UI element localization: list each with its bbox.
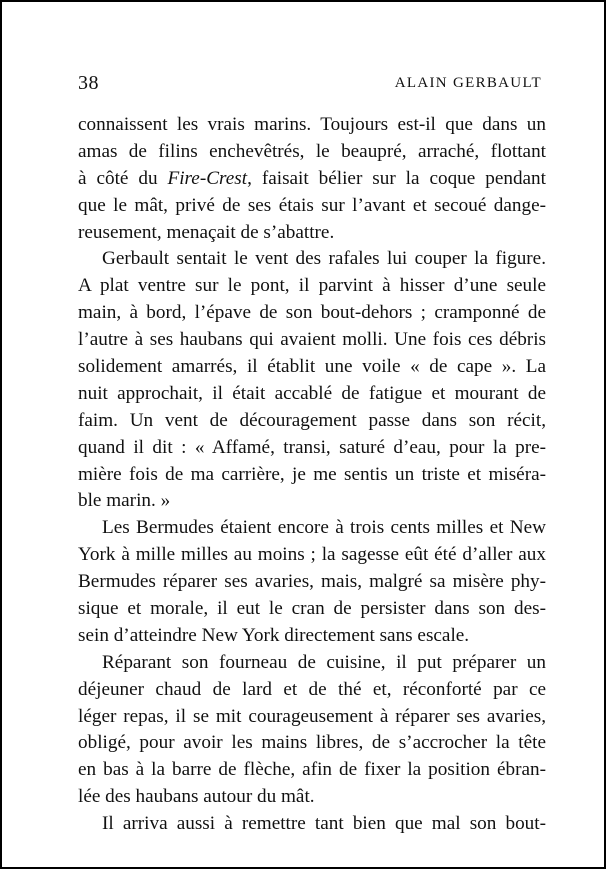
text-line: l’autre à ses haubans qui avaient molli. Une fois ces débris bbox=[78, 329, 546, 351]
body-text bbox=[78, 112, 546, 838]
text-line: lée des haubans autour du mât. bbox=[78, 786, 315, 808]
text-line: en bas à la barre de flèche, afin de fixer la position ébran- bbox=[78, 759, 546, 781]
text-line: Réparant son fourneau de cuisine, il put préparer un bbox=[102, 651, 546, 673]
text-line: reusement, menaçait de s’abattre. bbox=[78, 221, 335, 243]
text-line: connaissent les vrais marins. Toujours est-il que dans un bbox=[78, 114, 546, 135]
text-line: Bermudes réparer ses avaries, mais, malgré sa misère phy- bbox=[78, 571, 546, 593]
text-line: amas de filins enchevêtrés, le beaupré, arraché, flottant bbox=[78, 140, 546, 162]
text-line: que le mât, privé de ses étais sur l’avant et secoué dange- bbox=[78, 194, 546, 216]
text-line: obligé, pour avoir les mains libres, de s’accrocher la tête bbox=[78, 732, 546, 754]
page-header bbox=[78, 72, 542, 100]
text-line: sein d’atteindre New York directement sans escale. bbox=[78, 624, 470, 646]
text-line: léger repas, il se mit courageusement à réparer ses avaries, bbox=[78, 705, 546, 727]
text-line: déjeuner chaud de lard et de thé et, réconforté par ce bbox=[78, 678, 546, 700]
text-line: ble marin. » bbox=[78, 490, 171, 512]
text-line: main, à bord, l’épave de son bout-dehors ; cramponné de bbox=[78, 302, 546, 324]
text-segment: , faisait bélier sur la coque pendant bbox=[247, 167, 546, 189]
text-line: quand il dit : « Affamé, transi, saturé d’eau, pour la pre- bbox=[78, 436, 546, 458]
text-line: faim. Un vent de découragement passe dans son récit, bbox=[78, 409, 546, 431]
running-head: ALAIN GERBAULT bbox=[394, 75, 542, 91]
text-line: solidement amarrés, il établit une voile « de cape ». La bbox=[78, 356, 546, 378]
boat-name-italic: Fire-Crest bbox=[167, 167, 248, 189]
text-line bbox=[78, 166, 546, 193]
text-segment: à côté du bbox=[78, 167, 168, 189]
text-line: nuit approchait, il était accablé de fatigue et mourant de bbox=[78, 382, 546, 404]
text-line: York à mille milles au moins ; la sagesse eût été d’aller aux bbox=[78, 544, 546, 566]
text-line: Gerbault sentait le vent des rafales lui couper la figure. bbox=[102, 248, 546, 270]
page-number: 38 bbox=[78, 72, 99, 94]
text-line: sique et morale, il eut le cran de persister dans son des- bbox=[78, 598, 546, 620]
text-line: Les Bermudes étaient encore à trois cents milles et New bbox=[102, 517, 546, 539]
text-line: mière fois de ma carrière, je me sentis un triste et miséra- bbox=[78, 463, 546, 485]
text-line: Il arriva aussi à remettre tant bien que mal son bout- bbox=[102, 813, 546, 835]
text-line: A plat ventre sur le pont, il parvint à hisser d’une seule bbox=[78, 275, 546, 297]
